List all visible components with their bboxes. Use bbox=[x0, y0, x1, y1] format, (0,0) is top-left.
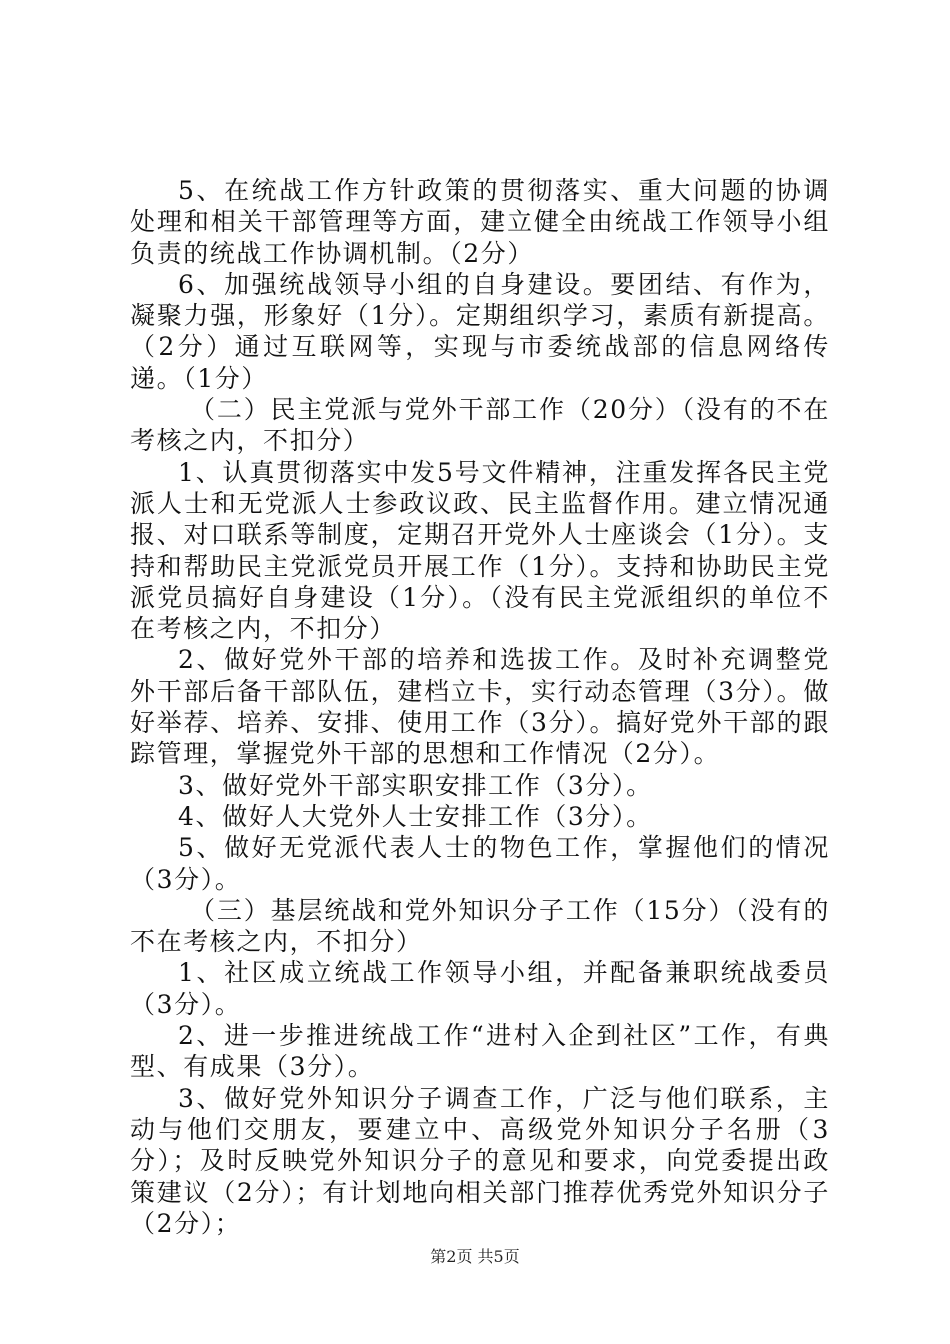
section-heading-grassroots: （三）基层统战和党外知识分子工作（15分）（没有的不在考核之内，不扣分） bbox=[130, 895, 830, 957]
paragraph-item-2-village-enterprise: 2、进一步推进统战工作“进村入企到社区”工作，有典型、有成果（3分）。 bbox=[130, 1021, 830, 1082]
paragraph-item-3-intellectuals: 3、做好党外知识分子调查工作，广泛与他们联系，主动与他们交朋友，要建立中、高级党外知识分子名册（3分）；及时反映党外知识分子的意见和要求，向党委提出政策建议（2分）；有计划地向相关部门推荐优秀党外知识分子（2分）； bbox=[130, 1083, 830, 1238]
section-heading-democratic-parties: （二）民主党派与党外干部工作（20分）（没有的不在考核之内，不扣分） bbox=[130, 395, 830, 456]
page-number-footer: 第2页 共5页 bbox=[430, 1247, 520, 1266]
paragraph-item-1-document-5: 1、认真贯彻落实中发5号文件精神，注重发挥各民主党派人士和无党派人士参政议政、民主监督作用。建立情况通报、对口联系等制度，定期召开党外人士座谈会（1分）。支持和帮助民主党派党员开展工作（1分）。支持和协助民主党派党员搞好自身建设（1分）。（没有民主党派组织的单位不在考核之内，不扣分） bbox=[130, 457, 830, 644]
paragraph-item-5-nonparty-reps: 5、做好无党派代表人士的物色工作，掌握他们的情况（3分）。 bbox=[130, 833, 830, 894]
paragraph-item-2-cadre-training: 2、做好党外干部的培养和选拔工作。及时补充调整党外干部后备干部队伍，建档立卡，实行动态管理（3分）。做好举荐、培养、安排、使用工作（3分）。搞好党外干部的跟踪管理，掌握党外干部的思想和工作情况（2分）。 bbox=[130, 645, 830, 769]
paragraph-item-3-post-arrangement: 3、做好党外干部实职安排工作（3分）。 bbox=[178, 770, 653, 800]
paragraph-item-5-coordination: 5、在统战工作方针政策的贯彻落实、重大问题的协调处理和相关干部管理等方面，建立健全由统战工作领导小组负责的统战工作协调机制。（2分） bbox=[130, 176, 830, 268]
document-body bbox=[130, 175, 830, 1239]
paragraph-item-4-npc-arrangement: 4、做好人大党外人士安排工作（3分）。 bbox=[178, 801, 653, 831]
paragraph-item-1-community-group: 1、社区成立统战工作领导小组，并配备兼职统战委员（3分）。 bbox=[130, 958, 830, 1019]
paragraph-item-6-team-building: 6、加强统战领导小组的自身建设。要团结、有作为，凝聚力强，形象好（1分）。定期组织学习，素质有新提高。（2分）通过互联网等，实现与市委统战部的信息网络传递。（1分） bbox=[130, 269, 830, 393]
